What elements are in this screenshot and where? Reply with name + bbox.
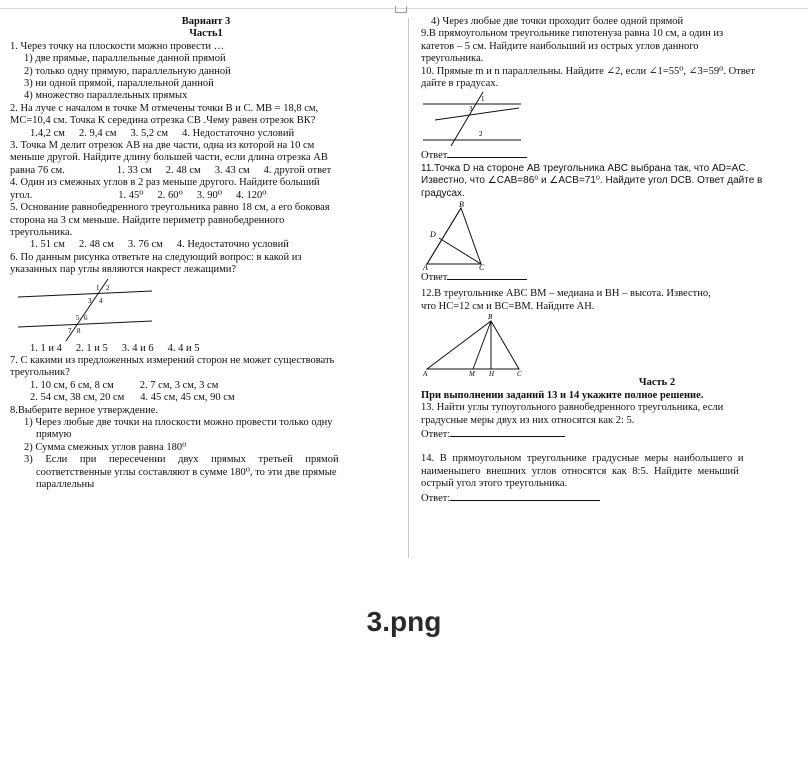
angle-label-3: 3 <box>469 105 473 114</box>
q5-option: 2. 48 см <box>78 239 114 251</box>
q5-options <box>10 239 402 251</box>
q4-option: 3. 90⁰ <box>196 189 222 201</box>
question-9-cont: катетов – 5 см. Найдите наибольший из острых углов данного <box>421 40 699 52</box>
q8-option: 4) Через любые две точки проходит более одной прямой <box>431 16 684 27</box>
question-14-cont: острый угол этого треугольника. <box>421 478 568 490</box>
parallel-lines-figure <box>10 277 160 343</box>
answer-label: Ответ: <box>421 492 451 504</box>
q4-text: угол. <box>10 189 33 201</box>
answer-label: Ответ: <box>421 428 451 440</box>
q6-option: 2. 1 и 5 <box>75 342 108 354</box>
angle-label-3: 3 <box>88 296 92 305</box>
parallel-lines-m-n-figure <box>421 90 531 148</box>
angle-label-2: 2 <box>106 283 110 292</box>
answer-blank[interactable] <box>450 491 600 501</box>
question-9-cont: треугольника. <box>421 53 484 65</box>
q3-option: 3. 43 см <box>214 164 250 176</box>
part-two-title: Часть 2 <box>638 377 676 389</box>
question-3-cont: меньше другой. Найдите длину большей части, если длина отрезка АВ <box>10 152 328 164</box>
answer-line-11 <box>421 270 803 284</box>
q3-text: равна 76 см. <box>10 164 65 176</box>
q7-option: 1. 10 см, 6 см, 8 см <box>30 379 114 391</box>
question-12: 12.В треугольнике АВС ВМ – медиана и ВН – высота. Известно, <box>421 288 711 300</box>
q8-option: 3) Если при пересечении двух прямых третьей прямой <box>24 454 339 466</box>
question-14: 14. В прямоугольном треугольнике градусные меры наибольшего и <box>421 453 744 465</box>
transversal-line <box>66 279 108 341</box>
q1-option: 3) ни одной прямой, параллельной данной <box>24 78 214 90</box>
question-10-cont: дайте в градусах. <box>421 78 499 90</box>
question-11-cont: Известно, что ∠CAB=86⁰ и ∠ACB=71⁰. Найдите угол DCB. Ответ дайте в <box>421 175 763 187</box>
vertex-label-c: C <box>517 370 522 378</box>
answer-blank[interactable] <box>447 270 527 280</box>
vertex-label-b: B <box>488 313 493 322</box>
question-7: 7. С какими из предложенных измерений сторон не может существовать <box>10 354 335 366</box>
q2-option: 1.4,2 см <box>30 127 65 139</box>
question-5: 5. Основание равнобедренного треугольника равно 18 см, а его боковая <box>10 202 330 214</box>
answer-label: Ответ <box>421 272 448 284</box>
q7-option: 2. 7 см, 3 см, 3 см <box>139 379 219 391</box>
question-14-cont: наименьшего внешних углов относятся как 8:5. Найдите меньший <box>421 465 739 477</box>
answer-line-13 <box>421 427 803 441</box>
part-one-title: Часть1 <box>189 28 223 40</box>
q8-option-cont: прямую <box>36 429 72 441</box>
q3-options <box>10 165 402 177</box>
vertex-label-h: H <box>489 370 495 378</box>
angle-label-5: 5 <box>76 313 80 322</box>
q4-options <box>10 190 402 202</box>
transversal-b <box>435 108 519 120</box>
question-9: 9.В прямоугольном треугольнике гипотенуза равна 10 см, а один из <box>421 28 724 40</box>
question-6-cont: указанных пар углы являются накрест лежащими? <box>10 264 237 276</box>
answer-label: Ответ <box>421 150 448 162</box>
question-6: 6. По данным рисунка ответьте на следующий вопрос: в какой из <box>10 251 302 263</box>
q4-option: 4. 120⁰ <box>235 189 267 201</box>
q6-option: 1. 1 и 4 <box>30 342 62 354</box>
answer-blank[interactable] <box>450 427 565 437</box>
page-corner-mark <box>395 6 407 13</box>
vertex-label-b: B <box>459 200 464 210</box>
q6-option: 3. 4 и 6 <box>121 342 154 354</box>
variant-title: Вариант 3 <box>181 16 231 27</box>
vertex-label-c: C <box>479 263 485 271</box>
q2-option: 2. 9,4 см <box>78 127 117 139</box>
vertex-label-d: D <box>430 230 436 240</box>
question-10: 10. Прямые m и n параллельны. Найдите ∠2, если ∠1=55⁰, ∠3=59⁰. Ответ <box>421 65 755 77</box>
q8-option-cont: соответственные углы составляют в сумме 180⁰, то эти две прямые <box>36 466 337 478</box>
answer-line-10 <box>421 148 803 162</box>
column-divider <box>408 18 409 558</box>
right-column <box>421 16 803 505</box>
q7-option: 4. 45 см, 45 см, 90 см <box>140 392 235 404</box>
angle-label-6: 6 <box>84 313 88 322</box>
q1-option: 2) только одну прямую, параллельную данной <box>24 65 231 77</box>
question-2: 2. На луче с началом в точке М отмечены точки В и С. МВ = 18,8 см, <box>10 102 319 114</box>
q4-option: 2. 60⁰ <box>157 189 183 201</box>
q5-option: 3. 76 см <box>127 239 163 251</box>
question-11-cont: градусах. <box>421 187 465 199</box>
left-column <box>10 16 402 491</box>
q7-options-row1 <box>10 380 402 392</box>
answer-line-14 <box>421 491 803 505</box>
triangle-median-figure <box>421 313 531 377</box>
angle-label-2: 2 <box>479 130 483 139</box>
q2-options <box>10 128 402 140</box>
angle-label-7: 7 <box>68 326 72 335</box>
q3-option: 1. 33 см <box>116 164 152 176</box>
file-name-caption: 3.png <box>366 606 442 637</box>
q7-options-row2 <box>10 392 402 404</box>
question-13: 13. Найти углы тупоугольного равнобедренного треугольника, если <box>421 402 724 414</box>
question-1: 1. Через точку на плоскости можно провести … <box>10 40 225 52</box>
q5-option: 1. 51 см <box>30 239 65 251</box>
q2-option: 4. Недостаточно условий <box>182 127 295 139</box>
question-4: 4. Один из смежных углов в 2 раз меньше другого. Найдите больший <box>10 177 320 189</box>
q3-option: 4. другой ответ <box>263 164 332 176</box>
angle-label-4: 4 <box>99 296 103 305</box>
upper-line <box>18 291 152 297</box>
question-8: 8.Выберите верное утверждение. <box>10 404 159 416</box>
angle-label-1: 1 <box>96 283 100 292</box>
answer-blank[interactable] <box>447 148 527 158</box>
vertex-label-m: M <box>469 370 475 378</box>
q8-option-cont: параллельны <box>36 479 95 490</box>
question-3: 3. Точка М делит отрезок АВ на две части, одна из которой на 10 см <box>10 140 315 152</box>
q1-option: 1) две прямые, параллельные данной прямой <box>24 53 226 65</box>
angle-label-8: 8 <box>77 326 81 335</box>
question-12-cont: что НС=12 см и ВС=ВМ. Найдите АН. <box>421 300 595 312</box>
question-13-cont: градусные меры двух из них относятся как 2: 5. <box>421 414 635 426</box>
part-two-note: При выполнении заданий 13 и 14 укажите полное решение. <box>421 389 704 401</box>
question-5-cont: сторона на 3 см меньше. Найдите периметр равнобедренного <box>10 214 285 226</box>
triangle-abc <box>427 321 519 369</box>
q4-option: 1. 45⁰ <box>118 189 144 201</box>
q5-option: 4. Недостаточно условий <box>176 239 289 251</box>
q1-option: 4) множество параллельных прямых <box>24 90 188 102</box>
angle-label-1: 1 <box>481 95 485 104</box>
q8-option: 2) Сумма смежных углов равна 180⁰ <box>24 441 187 453</box>
question-7-cont: треугольник? <box>10 367 70 379</box>
q3-option: 2. 48 см <box>165 164 201 176</box>
q8-option: 1) Через любые две точки на плоскости можно провести только одну <box>24 416 333 428</box>
question-2-cont: МС=10,4 см. Точка К середина отрезка СВ .Чему равен отрезок ВК? <box>10 115 316 127</box>
segment-dc <box>439 238 481 264</box>
q6-option: 4. 4 и 5 <box>167 342 200 354</box>
question-11: 11.Точка D на стороне AB треугольника ABC выбрана так, что AD=AC. <box>421 162 749 174</box>
q6-options <box>10 343 402 355</box>
triangle-abc-figure <box>421 200 511 270</box>
q7-option: 2. 54 см, 38 см, 20 см <box>30 392 125 404</box>
q2-option: 3. 5,2 см <box>130 127 169 139</box>
vertex-label-a: A <box>423 370 428 378</box>
vertex-label-a: A <box>423 263 428 271</box>
question-5-cont: треугольника. <box>10 226 73 238</box>
